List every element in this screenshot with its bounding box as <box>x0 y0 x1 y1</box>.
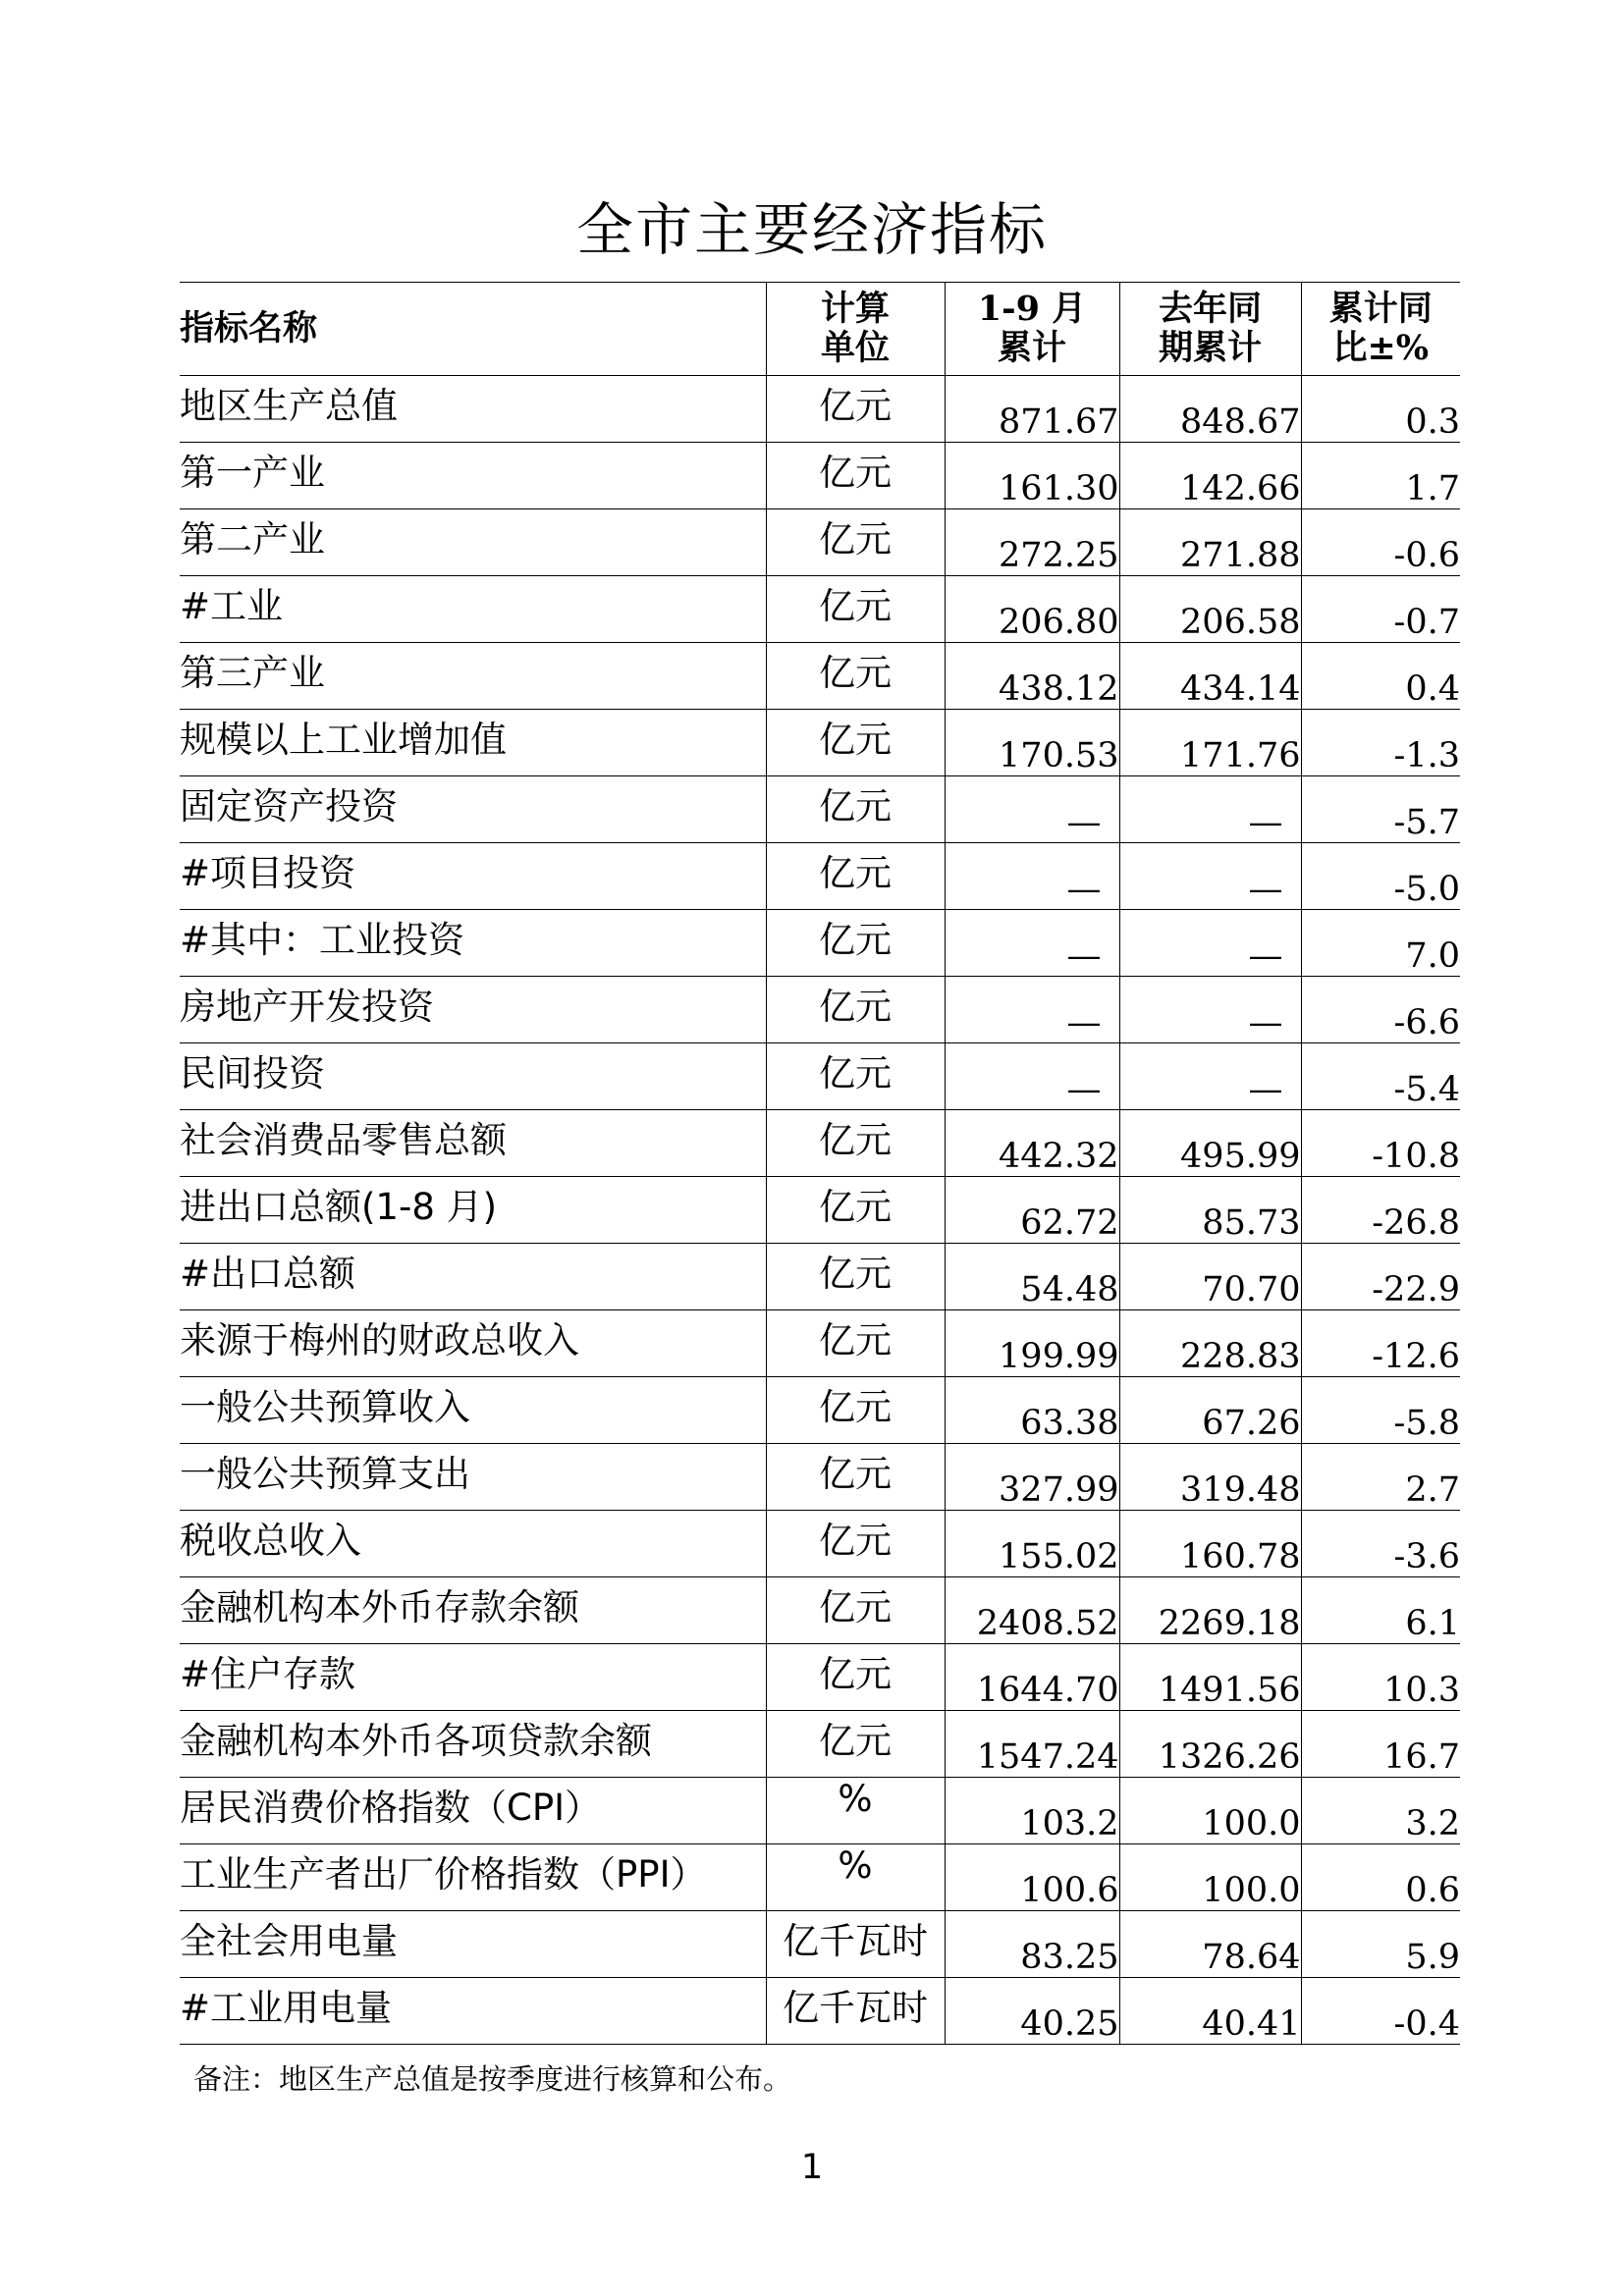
row-name: 税收总收入 <box>180 1511 766 1577</box>
row-previous: — <box>1119 776 1301 843</box>
row-current: 442.32 <box>945 1110 1119 1177</box>
table-row <box>180 509 1460 576</box>
row-change: -1.3 <box>1301 710 1460 776</box>
table-row <box>180 376 1460 443</box>
table-row <box>180 1310 1460 1377</box>
row-name: 一般公共预算支出 <box>180 1444 766 1511</box>
row-change: 6.1 <box>1301 1577 1460 1644</box>
row-change: -6.6 <box>1301 977 1460 1043</box>
row-previous: 271.88 <box>1119 509 1301 576</box>
row-current: 63.38 <box>945 1377 1119 1444</box>
row-previous: 171.76 <box>1119 710 1301 776</box>
row-unit: % <box>766 1778 945 1844</box>
row-current: 871.67 <box>945 376 1119 443</box>
row-current: 100.6 <box>945 1844 1119 1911</box>
row-unit: 亿元 <box>766 843 945 910</box>
header-unit-line1: 计算 <box>820 289 890 329</box>
table-row <box>180 1244 1460 1310</box>
row-change: 7.0 <box>1301 910 1460 977</box>
row-previous: 434.14 <box>1119 643 1301 710</box>
row-name: #工业 <box>180 576 766 643</box>
row-previous: 1491.56 <box>1119 1644 1301 1711</box>
row-name: 进出口总额(1-8 月) <box>180 1177 766 1244</box>
row-name: 第三产业 <box>180 643 766 710</box>
table-row <box>180 1844 1460 1911</box>
header-change-line1: 累计同 <box>1328 289 1433 329</box>
row-change: 5.9 <box>1301 1911 1460 1978</box>
row-unit: 亿千瓦时 <box>766 1911 945 1978</box>
table-row <box>180 1577 1460 1644</box>
row-unit: 亿元 <box>766 910 945 977</box>
row-current: 272.25 <box>945 509 1119 576</box>
row-name: 居民消费价格指数（CPI） <box>180 1778 766 1844</box>
row-name: 金融机构本外币各项贷款余额 <box>180 1711 766 1778</box>
header-previous-line1: 去年同 <box>1158 289 1262 329</box>
row-previous: 228.83 <box>1119 1310 1301 1377</box>
table-row <box>180 710 1460 776</box>
table-row <box>180 1911 1460 1978</box>
row-name: 第二产业 <box>180 509 766 576</box>
row-change: -3.6 <box>1301 1511 1460 1577</box>
row-unit: 亿元 <box>766 376 945 443</box>
table-header-row <box>180 283 1460 376</box>
table-row <box>180 643 1460 710</box>
row-previous: 1326.26 <box>1119 1711 1301 1778</box>
row-current: — <box>945 843 1119 910</box>
row-previous: 70.70 <box>1119 1244 1301 1310</box>
row-previous: 319.48 <box>1119 1444 1301 1511</box>
row-unit: 亿元 <box>766 509 945 576</box>
row-previous: — <box>1119 1043 1301 1110</box>
table-row <box>180 1511 1460 1577</box>
row-current: 103.2 <box>945 1778 1119 1844</box>
row-unit: 亿元 <box>766 1177 945 1244</box>
header-previous-cumulative <box>1119 283 1301 376</box>
row-current: 62.72 <box>945 1177 1119 1244</box>
row-change: 3.2 <box>1301 1778 1460 1844</box>
row-name: #工业用电量 <box>180 1978 766 2045</box>
row-name: 房地产开发投资 <box>180 977 766 1043</box>
row-change: -22.9 <box>1301 1244 1460 1310</box>
row-change: -12.6 <box>1301 1310 1460 1377</box>
row-name: 金融机构本外币存款余额 <box>180 1577 766 1644</box>
header-current-cumulative <box>945 283 1119 376</box>
row-current: 438.12 <box>945 643 1119 710</box>
row-unit: 亿元 <box>766 576 945 643</box>
row-current: 40.25 <box>945 1978 1119 2045</box>
row-current: — <box>945 977 1119 1043</box>
row-change: -0.7 <box>1301 576 1460 643</box>
row-previous: 78.64 <box>1119 1911 1301 1978</box>
row-unit: 亿元 <box>766 710 945 776</box>
row-change: -26.8 <box>1301 1177 1460 1244</box>
row-name: 工业生产者出厂价格指数（PPI） <box>180 1844 766 1911</box>
table-row <box>180 1978 1460 2045</box>
header-current-line1: 1-9 月 <box>977 289 1087 329</box>
row-previous: 40.41 <box>1119 1978 1301 2045</box>
row-unit: 亿元 <box>766 443 945 509</box>
page-number: 1 <box>800 2148 824 2187</box>
page-title: 全市主要经济指标 <box>575 196 1048 263</box>
header-indicator-name: 指标名称 <box>180 283 766 376</box>
row-current: — <box>945 1043 1119 1110</box>
row-change: 1.7 <box>1301 443 1460 509</box>
header-change-line2: 比±% <box>1332 328 1430 368</box>
row-unit: 亿元 <box>766 776 945 843</box>
table-row <box>180 1110 1460 1177</box>
row-current: — <box>945 776 1119 843</box>
table-row <box>180 776 1460 843</box>
row-change: -10.8 <box>1301 1110 1460 1177</box>
row-change: -0.4 <box>1301 1978 1460 2045</box>
row-unit: 亿元 <box>766 1310 945 1377</box>
row-previous: 160.78 <box>1119 1511 1301 1577</box>
row-unit: 亿元 <box>766 1244 945 1310</box>
row-previous: 100.0 <box>1119 1778 1301 1844</box>
row-current: 54.48 <box>945 1244 1119 1310</box>
row-unit: 亿元 <box>766 1444 945 1511</box>
row-previous: 85.73 <box>1119 1177 1301 1244</box>
row-current: 83.25 <box>945 1911 1119 1978</box>
row-previous: 848.67 <box>1119 376 1301 443</box>
row-previous: — <box>1119 843 1301 910</box>
row-current: 199.99 <box>945 1310 1119 1377</box>
row-change: -0.6 <box>1301 509 1460 576</box>
row-name: 规模以上工业增加值 <box>180 710 766 776</box>
row-change: 0.4 <box>1301 643 1460 710</box>
row-current: 2408.52 <box>945 1577 1119 1644</box>
table-row <box>180 977 1460 1043</box>
row-name: 第一产业 <box>180 443 766 509</box>
row-current: 1547.24 <box>945 1711 1119 1778</box>
table-row <box>180 443 1460 509</box>
row-previous: — <box>1119 977 1301 1043</box>
row-name: #项目投资 <box>180 843 766 910</box>
row-name: 一般公共预算收入 <box>180 1377 766 1444</box>
row-previous: 100.0 <box>1119 1844 1301 1911</box>
row-change: 0.6 <box>1301 1844 1460 1911</box>
header-unit <box>766 283 945 376</box>
row-name: #出口总额 <box>180 1244 766 1310</box>
header-unit-line2: 单位 <box>820 328 890 368</box>
row-current: 170.53 <box>945 710 1119 776</box>
row-name: #住户存款 <box>180 1644 766 1711</box>
header-current-line2: 累计 <box>997 328 1066 368</box>
row-current: 155.02 <box>945 1511 1119 1577</box>
header-previous-line2: 期累计 <box>1158 328 1262 368</box>
row-unit: 亿元 <box>766 977 945 1043</box>
row-unit: 亿元 <box>766 1043 945 1110</box>
row-previous: 67.26 <box>1119 1377 1301 1444</box>
row-change: -5.7 <box>1301 776 1460 843</box>
table-row <box>180 1177 1460 1244</box>
header-yoy-change <box>1301 283 1460 376</box>
row-current: 206.80 <box>945 576 1119 643</box>
row-unit: 亿元 <box>766 1577 945 1644</box>
row-current: 161.30 <box>945 443 1119 509</box>
row-name: 全社会用电量 <box>180 1911 766 1978</box>
row-name: 民间投资 <box>180 1043 766 1110</box>
table-row <box>180 1644 1460 1711</box>
footnote: 备注：地区生产总值是按季度进行核算和公布。 <box>193 2062 792 2096</box>
row-current: — <box>945 910 1119 977</box>
row-name: 地区生产总值 <box>180 376 766 443</box>
row-unit: 亿元 <box>766 1511 945 1577</box>
row-current: 327.99 <box>945 1444 1119 1511</box>
row-unit: 亿元 <box>766 1110 945 1177</box>
row-change: 16.7 <box>1301 1711 1460 1778</box>
row-name: 来源于梅州的财政总收入 <box>180 1310 766 1377</box>
table-row <box>180 1444 1460 1511</box>
row-previous: 495.99 <box>1119 1110 1301 1177</box>
row-change: 10.3 <box>1301 1644 1460 1711</box>
indicator-table <box>180 282 1460 2045</box>
row-previous: — <box>1119 910 1301 977</box>
table-row <box>180 1043 1460 1110</box>
row-change: 0.3 <box>1301 376 1460 443</box>
row-unit: 亿元 <box>766 1644 945 1711</box>
row-current: 1644.70 <box>945 1644 1119 1711</box>
row-previous: 206.58 <box>1119 576 1301 643</box>
row-unit: 亿元 <box>766 1377 945 1444</box>
table-row <box>180 1778 1460 1844</box>
row-unit: 亿元 <box>766 1711 945 1778</box>
row-previous: 2269.18 <box>1119 1577 1301 1644</box>
table-row <box>180 1377 1460 1444</box>
row-name: 固定资产投资 <box>180 776 766 843</box>
row-unit: % <box>766 1844 945 1911</box>
table-row <box>180 910 1460 977</box>
row-change: 2.7 <box>1301 1444 1460 1511</box>
row-name: #其中：工业投资 <box>180 910 766 977</box>
row-previous: 142.66 <box>1119 443 1301 509</box>
table-row <box>180 576 1460 643</box>
row-change: -5.8 <box>1301 1377 1460 1444</box>
row-change: -5.4 <box>1301 1043 1460 1110</box>
table-row <box>180 1711 1460 1778</box>
row-unit: 亿千瓦时 <box>766 1978 945 2045</box>
row-change: -5.0 <box>1301 843 1460 910</box>
row-unit: 亿元 <box>766 643 945 710</box>
row-name: 社会消费品零售总额 <box>180 1110 766 1177</box>
table-row <box>180 843 1460 910</box>
